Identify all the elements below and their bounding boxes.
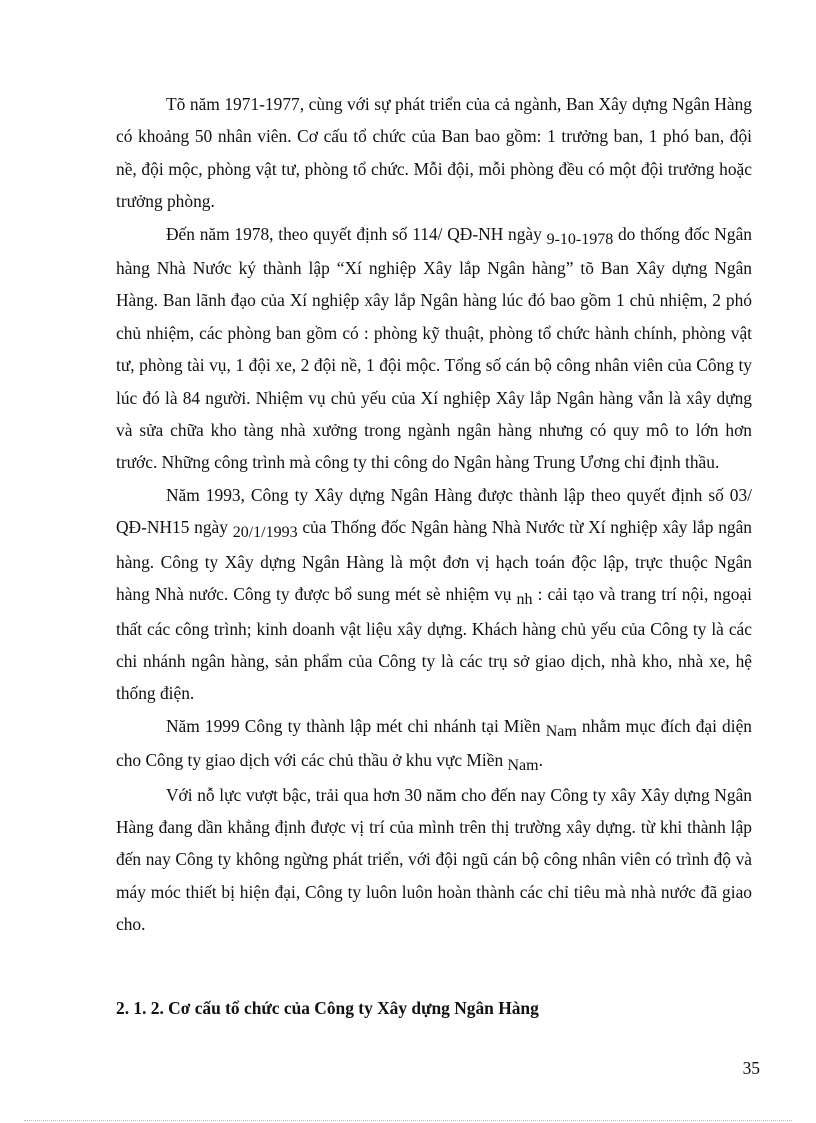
paragraph-30-years bbox=[116, 779, 752, 941]
decision-date: 20/1/1993 bbox=[232, 524, 298, 542]
region-name: Nam bbox=[545, 722, 577, 740]
paragraph-text: Đến năm 1978, theo quyết định số 114/ QĐ-NH ngày bbox=[166, 223, 547, 244]
paragraph-1978 bbox=[116, 218, 752, 479]
inline-fragment: nh bbox=[516, 591, 533, 609]
decision-date: 9-10-1978 bbox=[546, 230, 614, 248]
section-heading: 2. 1. 2. Cơ cấu tổ chức của Công ty Xây dựng Ngân Hàng bbox=[116, 998, 539, 1018]
paragraph-text: nhằm mục đích đại diện cho Công ty giao dịch với các chủ thầu ở khu vực Miền bbox=[116, 715, 752, 771]
paragraph-text: Năm 1993, Công ty Xây dựng Ngân Hàng được thành lập theo quyết định số 03/ QĐ-NH15 ngày bbox=[116, 484, 752, 538]
paragraph-1999 bbox=[116, 710, 752, 779]
paragraph-text: Năm 1999 Công ty thành lập mét chi nhánh tại Miền bbox=[166, 715, 546, 736]
paragraph-text: : cải tạo và trang trí nội, ngoại thất các công trình; kinh doanh vật liệu xây dựng. Khách hàng chủ yếu của Công ty là các chi nhánh ngân hàng, sản phẩm của Công ty là các trụ sở giao dịch, nhà kho, nhà xe, hệ thống điện. bbox=[116, 584, 753, 704]
paragraph-text: của Thống đốc Ngân hàng Nhà Nước từ Xí nghiệp xây lắp ngân hàng. Công ty Xây dựng Ngân Hàng là một đơn vị hạch toán độc lập, trực thuộc Ngân hàng Nhà nước. Công ty được bổ sung mét sè nhiệm vụ bbox=[116, 517, 752, 605]
region-name: Nam bbox=[507, 757, 539, 775]
paragraph-1993 bbox=[116, 479, 752, 710]
paragraph-text: Tõ năm 1971-1977, cùng với sự phát triển của cả ngành, Ban Xây dựng Ngân Hàng có khoảng 50 nhân viên. Cơ cấu tổ chức của Ban bao gồm: 1 trưởng ban, 1 phó ban, đội nề, đội mộc, phòng vật tư, phòng tổ chức. Mỗi đội, mỗi phòng đều có một đội trưởng hoặc trưởng phòng. bbox=[116, 94, 752, 212]
paragraph-1971-1977 bbox=[116, 88, 752, 218]
body-text bbox=[116, 88, 752, 941]
page-number: 35 bbox=[742, 1058, 760, 1078]
paragraph-text: Với nỗ lực vượt bậc, trải qua hơn 30 năm cho đến nay Công ty xây Xây dựng Ngân Hàng đang dần khẳng định được vị trí của mình trên thị trường xây dựng. từ khi thành lập đến nay Công ty không ngừng phát triển, với đội ngũ cán bộ công nhân viên có trình độ và máy móc thiết bị hiện đại, Công ty luôn luôn hoàn thành các chỉ tiêu mà nhà nước đã giao cho. bbox=[116, 784, 752, 935]
footer-divider bbox=[24, 1120, 792, 1121]
paragraph-text: . bbox=[538, 750, 543, 771]
paragraph-text: do thống đốc Ngân hàng Nhà Nước ký thành lập “Xí nghiệp Xây lắp Ngân hàng” tõ Ban Xây dựng Ngân Hàng. Ban lãnh đạo của Xí nghiệp xây lắp Ngân hàng lúc đó bao gồm 1 chủ nhiệm, 2 phó chủ nhiệm, các phòng ban gồm có : phòng kỹ thuật, phòng tổ chức hành chính, phòng vật tư, phòng tài vụ, 1 đội xe, 2 đội nề, 1 đội mộc. Tổng số cán bộ công nhân viên của Công ty lúc đó là 84 người. Nhiệm vụ chủ yếu của Xí nghiệp Xây lắp Ngân hàng vẫn là xây dựng và sửa chữa kho tàng nhà xưởng trong ngành ngân hàng nhưng có quy mô to lớn hơn trước. Những công trình mà công ty thi công do Ngân hàng Trung Ương chỉ định thầu. bbox=[116, 223, 752, 473]
